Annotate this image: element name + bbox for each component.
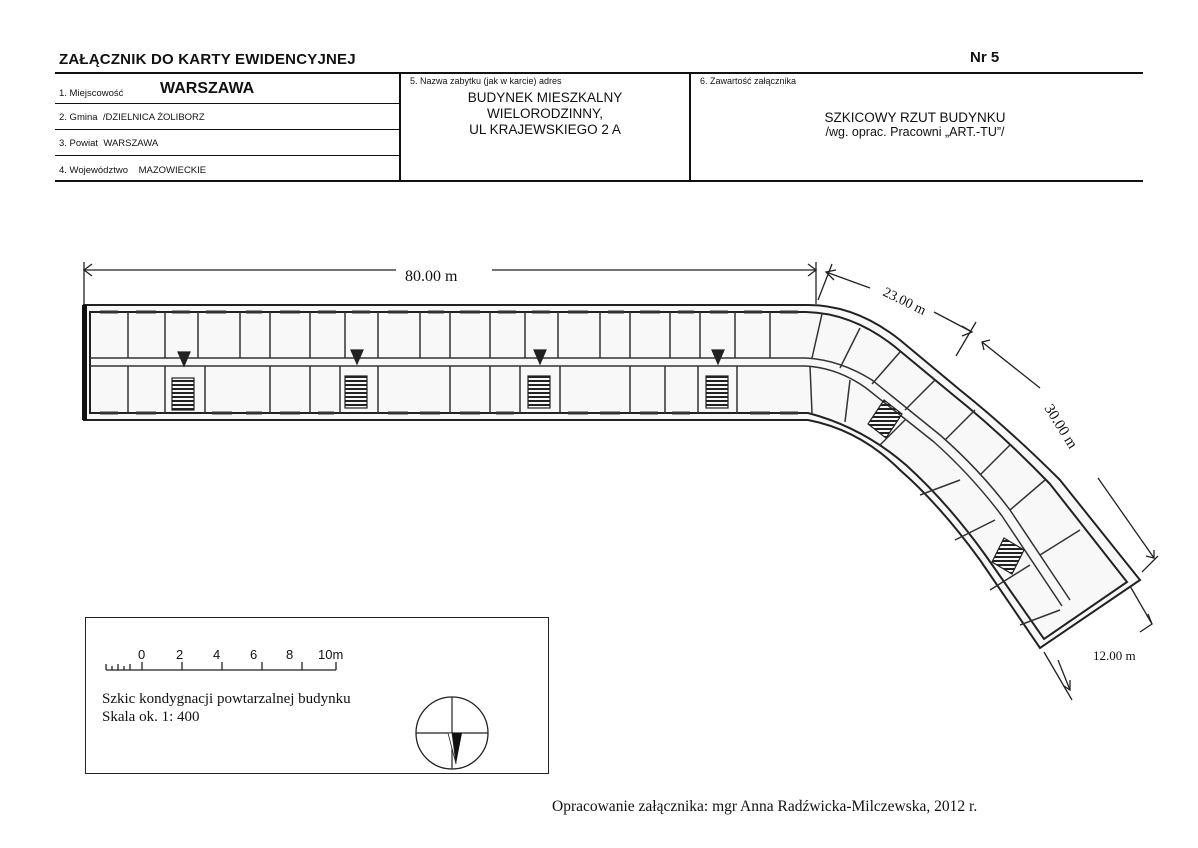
content-line-1: SZKICOWY RZUT BUDYNKU	[824, 110, 1006, 125]
monument-label: 5. Nazwa zabytku (jak w karcie) adres	[410, 76, 562, 86]
monument-line-2: WIELORODZINNY,	[486, 106, 603, 121]
content-line-2: /wg. oprac. Pracowni „ART.-TU”/	[825, 125, 1005, 139]
scale-tick-0: 0	[138, 647, 146, 662]
legend-line-1: Szkic kondygnacji powtarzalnej budynku	[102, 691, 351, 707]
document-title: ZAŁĄCZNIK DO KARTY EWIDENCYJNEJ	[59, 51, 356, 68]
scale-tick-4: 4	[213, 647, 221, 662]
field-gmina-label: 2. Gmina	[59, 112, 98, 123]
attachment-number: Nr 5	[970, 49, 1000, 66]
content-label: 6. Zawartość załącznika	[700, 76, 797, 86]
scale-tick-8: 8	[286, 647, 294, 662]
scale-tick-2: 2	[176, 647, 184, 662]
north-arrow-icon	[412, 694, 492, 774]
dimension-wing-length: 30.00 m	[1040, 401, 1081, 452]
monument-line-1: BUDYNEK MIESZKALNY	[467, 90, 623, 105]
field-wojewodztwo-label: 4. Województwo	[59, 165, 128, 176]
monument-line-3: UL KRAJEWSKIEGO 2 A	[469, 122, 621, 137]
legend-line-2: Skala ok. 1: 400	[102, 709, 200, 725]
field-powiat-label: 3. Powiat	[59, 138, 99, 149]
field-gmina-value: /DZIELNICA ŻOLIBORZ	[102, 112, 205, 123]
scale-tick-10m: 10m	[318, 647, 344, 662]
field-miejscowosc-label: 1. Miejscowość	[59, 88, 124, 99]
dimension-width: 12.00 m	[1093, 648, 1136, 663]
field-wojewodztwo-value: MAZOWIECKIE	[138, 165, 207, 176]
footer-credit: Opracowanie załącznika: mgr Anna Radźwicka-Milczewska, 2012 r.	[552, 798, 978, 815]
end-wall	[82, 305, 87, 420]
field-powiat-value: WARSZAWA	[103, 138, 159, 149]
legend-description	[102, 690, 351, 726]
dimension-curve-length: 23.00 m	[880, 285, 929, 319]
dimension-main-length: 80.00 m	[405, 268, 458, 285]
scale-tick-6: 6	[250, 647, 258, 662]
legend-box	[85, 617, 549, 774]
field-miejscowosc-value: WARSZAWA	[160, 80, 255, 97]
